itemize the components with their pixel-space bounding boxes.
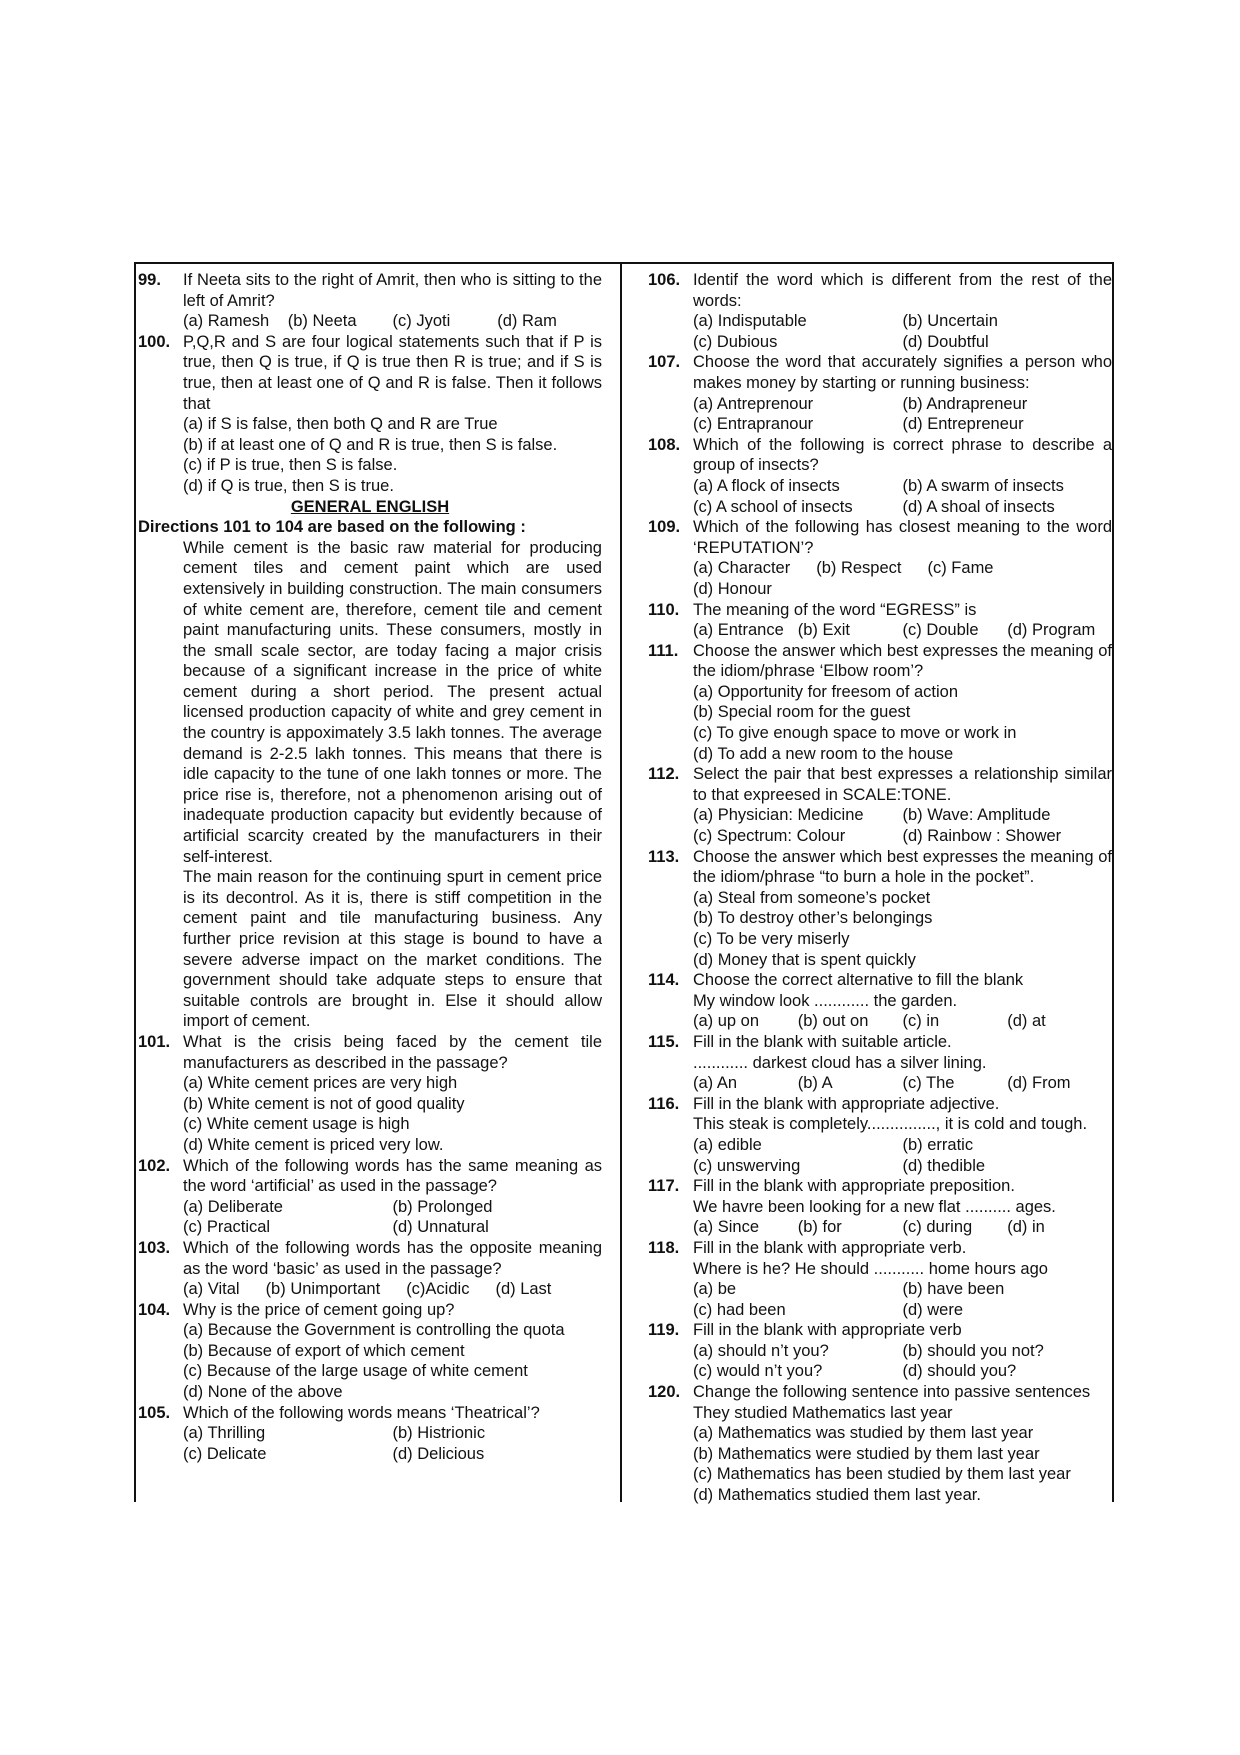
option-d: (d) should you? [902, 1362, 1017, 1381]
option-d: (d) in [1007, 1218, 1045, 1237]
question-text: Choose the correct alternative to fill the blank [693, 971, 1024, 990]
question-text: Fill in the blank with suitable article. [693, 1032, 952, 1051]
question-text: Select the pair that best expresses a relationship similar to that expreesed in SCALE:TONE. [693, 765, 1112, 804]
question-text: P,Q,R and S are four logical statements such that if P is true, then Q is true, if Q is true then R is true; and if S is true, then at least one of Q and R is false. Then it follows that [183, 332, 602, 413]
option-b: (b) To destroy other’s belongings [693, 909, 933, 928]
right-column [648, 270, 1112, 1506]
question-number: 108. [648, 435, 681, 454]
option-d: (d) From [1007, 1074, 1071, 1093]
question-99 [138, 270, 602, 332]
option-b: (b) Mathematics were studied by them last year [693, 1444, 1040, 1463]
options [693, 311, 1112, 352]
option-c: (c) Dubious [693, 332, 778, 351]
option-a: (a) Deliberate [183, 1197, 283, 1216]
option-d: (d) None of the above [183, 1383, 343, 1402]
option-b: (b) Prolonged [392, 1197, 493, 1216]
question-number: 118. [648, 1238, 680, 1257]
directions: Directions 101 to 104 are based on the following : [138, 518, 526, 537]
question-111 [648, 641, 1112, 765]
options [183, 1320, 602, 1402]
option-a: (a) An [693, 1074, 738, 1093]
option-b: (b) should you not? [902, 1341, 1044, 1360]
question-116 [648, 1094, 1112, 1176]
option-d: (d) Mathematics studied them last year. [693, 1486, 981, 1505]
question-105 [138, 1403, 602, 1465]
option-c: (c) Because of the large usage of white cement [183, 1362, 528, 1381]
option-d: (d) thedible [902, 1156, 986, 1175]
option-b: (b) out on [797, 1012, 869, 1031]
options [183, 311, 602, 332]
options [693, 805, 1112, 846]
option-d: (d) Unnatural [392, 1218, 489, 1237]
option-b: (b) for [797, 1218, 842, 1237]
question-112 [648, 764, 1112, 846]
option-c: (c) White cement usage is high [183, 1115, 410, 1134]
option-a: (a) White cement prices are very high [183, 1074, 458, 1093]
option-b: (b) Wave: Amplitude [902, 806, 1051, 825]
options [183, 1279, 602, 1300]
option-b: (b) Uncertain [902, 312, 998, 331]
question-100 [138, 332, 602, 497]
options [183, 1423, 602, 1464]
options [693, 1341, 1112, 1382]
option-d: (d) Last [495, 1280, 552, 1299]
question-number: 110. [648, 600, 680, 619]
option-c: (c) unswerving [693, 1156, 801, 1175]
question-sentence: ............ darkest cloud has a silver lining. [693, 1053, 987, 1072]
option-c: (c) Double [902, 621, 979, 640]
option-d: (d) if Q is true, then S is true. [183, 476, 394, 495]
option-b: (b) Andrapreneur [902, 394, 1028, 413]
question-number: 102. [138, 1156, 171, 1175]
question-104 [138, 1300, 602, 1403]
option-a: (a) should n’t you? [693, 1341, 829, 1360]
question-text: Change the following sentence into passive sentences [693, 1383, 1091, 1402]
question-118 [648, 1238, 1112, 1320]
column-divider [620, 262, 622, 1502]
question-110 [648, 600, 1112, 641]
passage-paragraph-1: While cement is the basic raw material for producing cement tiles and cement paint which are used extensively in building construction. The main consumers of white cement are, therefore, cement tile and cement paint manufacturing units. These consumers, mostly in the small scale sector, are today facing a major crisis because of a significant increase in the price of white cement during a short period. The present actual licensed production capacity of white and grey cement in the country is appoximately 3.5 lakh tonnes. The average demand is 2-2.5 lakh tonnes. This means that there is idle capacity to the tune of one lakh tonnes or more. The price rise is, therefore, not a phenomenon arising out of inadequate production capacity but evidently because of artificial scarcity created by the manufacturers in their self-interest. [183, 538, 602, 866]
option-c: (c) To give enough space to move or work in [693, 724, 1017, 743]
left-border [134, 262, 136, 1502]
options [693, 558, 1112, 599]
options [693, 1011, 1112, 1032]
options [693, 1279, 1112, 1320]
option-d: (d) Entrepreneur [902, 415, 1024, 434]
options [693, 394, 1112, 435]
option-a: (a) Since [693, 1218, 760, 1237]
question-109 [648, 517, 1112, 599]
question-text: Identif the word which is different from the rest of the words: [693, 271, 1112, 310]
option-c: (c) A school of insects [693, 497, 853, 516]
option-d: (d) Rainbow : Shower [902, 827, 1062, 846]
question-number: 99. [138, 271, 161, 289]
question-text: Choose the word that accurately signifies a person who makes money by starting or running business: [693, 353, 1112, 392]
question-number: 104. [138, 1300, 171, 1319]
option-a: (a) be [693, 1280, 737, 1299]
question-text: What is the crisis being faced by the cement tile manufacturers as described in the passage? [183, 1032, 602, 1072]
question-107 [648, 352, 1112, 434]
option-b: (b) Histrionic [392, 1424, 486, 1443]
question-number: 109. [648, 518, 681, 537]
option-a: (a) Vital [183, 1280, 240, 1299]
option-b: (b) White cement is not of good quality [183, 1094, 465, 1113]
question-119 [648, 1320, 1112, 1382]
question-text: Choose the answer which best expresses the meaning of the idiom/phrase ‘Elbow room’? [693, 641, 1112, 681]
option-a: (a) if S is false, then both Q and R are True [183, 415, 498, 434]
question-text: If Neeta sits to the right of Amrit, then who is sitting to the left of Amrit? [183, 271, 602, 310]
option-b: (b) Respect [816, 559, 902, 578]
question-text: The meaning of the word “EGRESS” is [693, 600, 977, 619]
question-120 [648, 1382, 1112, 1506]
question-sentence: Where is he? He should ........... home hours ago [693, 1259, 1048, 1278]
option-c: (c) during [902, 1218, 973, 1237]
question-102 [138, 1156, 602, 1238]
option-a: (a) A flock of insects [693, 476, 840, 495]
option-c: (c) Entrapranour [693, 415, 814, 434]
question-number: 113. [648, 847, 680, 866]
option-a: (a) Ramesh [183, 312, 270, 331]
option-a: (a) edible [693, 1135, 762, 1154]
question-number: 103. [138, 1238, 171, 1257]
option-c: (c) Practical [183, 1218, 271, 1237]
question-sentence: We havre been looking for a new flat .......... ages. [693, 1197, 1056, 1216]
question-number: 105. [138, 1403, 171, 1422]
top-rule [134, 262, 1114, 264]
option-c: (c) The [902, 1074, 955, 1093]
question-number: 120. [648, 1383, 681, 1402]
question-text: Why is the price of cement going up? [183, 1300, 455, 1319]
option-c: (c) if P is true, then S is false. [183, 456, 398, 475]
option-a: (a) Antreprenour [693, 394, 814, 413]
question-text: Which of the following words means ‘Theatrical’? [183, 1403, 540, 1422]
option-b: (b) Exit [797, 621, 851, 640]
option-c: (c)Acidic [406, 1280, 470, 1299]
option-b: (b) Unimportant [265, 1280, 381, 1299]
option-a: (a) Thrilling [183, 1424, 266, 1443]
option-d: (d) White cement is priced very low. [183, 1135, 444, 1154]
option-d: (d) Honour [693, 579, 772, 598]
question-number: 116. [648, 1094, 680, 1113]
options [693, 1135, 1112, 1176]
question-number: 100. [138, 332, 171, 351]
question-text: Fill in the blank with appropriate adjective. [693, 1094, 1000, 1113]
question-101 [138, 1032, 602, 1156]
question-number: 111. [648, 641, 679, 660]
option-b: (b) A [797, 1074, 833, 1093]
question-text: Which of the following is correct phrase to describe a group of insects? [693, 435, 1112, 475]
question-115 [648, 1032, 1112, 1094]
option-c: (c) in [902, 1012, 940, 1031]
option-a: (a) Because the Government is controlling the quota [183, 1321, 565, 1340]
question-text: Which of the following words has the same meaning as the word ‘artificial’ as used in the passage? [183, 1156, 602, 1196]
question-number: 117. [648, 1177, 680, 1196]
option-d: (d) at [1007, 1012, 1046, 1031]
question-number: 112. [648, 765, 680, 784]
reading-passage [138, 538, 602, 1032]
option-b: (b) erratic [902, 1135, 974, 1154]
passage-paragraph-2: The main reason for the continuing spurt in cement price is its decontrol. As it is, there is stiff competition in the cement paint and tile manufacturing business. Any further price revision at this stage is bound to have a severe adverse impact on the market conditions. The government should take adquate steps to ensure that suitable controls are brought in. Else it should allow import of cement. [183, 868, 602, 1031]
option-a: (a) up on [693, 1012, 760, 1031]
options [693, 888, 1112, 970]
options [183, 414, 602, 496]
option-c: (c) would n’t you? [693, 1362, 823, 1381]
question-text: Which of the following words has the opposite meaning as the word ‘basic’ as used in the passage? [183, 1238, 602, 1278]
right-border [1112, 262, 1114, 1502]
options [183, 1197, 602, 1238]
section-title: GENERAL ENGLISH [290, 497, 450, 516]
question-number: 106. [648, 271, 681, 289]
question-103 [138, 1238, 602, 1300]
option-d: (d) A shoal of insects [902, 497, 1055, 516]
question-114 [648, 970, 1112, 1032]
option-c: (c) Spectrum: Colour [693, 827, 846, 846]
options [183, 1073, 602, 1155]
option-d: (d) To add a new room to the house [693, 744, 954, 763]
option-c: (c) Fame [927, 559, 994, 578]
question-number: 101. [138, 1032, 171, 1051]
option-a: (a) Character [693, 559, 791, 578]
option-c: (c) Delicate [183, 1444, 267, 1463]
question-number: 119. [648, 1321, 680, 1340]
option-b: (b) Special room for the guest [693, 703, 911, 722]
option-b: (b) Because of export of which cement [183, 1341, 465, 1360]
option-a: (a) Physician: Medicine [693, 806, 864, 825]
options [693, 1217, 1112, 1238]
option-a: (a) Mathematics was studied by them last year [693, 1424, 1034, 1443]
option-a: (a) Opportunity for freesom of action [693, 682, 959, 701]
options [693, 1073, 1112, 1094]
options [693, 682, 1112, 764]
option-d: (d) Money that is spent quickly [693, 950, 916, 969]
option-c: (c) Mathematics has been studied by them last year [693, 1465, 1071, 1484]
option-c: (c) To be very miserly [693, 930, 850, 948]
question-sentence: My window look ............ the garden. [693, 991, 958, 1010]
question-108 [648, 435, 1112, 517]
option-d: (d) were [902, 1300, 964, 1319]
question-text: Fill in the blank with appropriate verb. [693, 1238, 967, 1257]
option-b: (b) have been [902, 1280, 1005, 1299]
option-d: (d) Doubtful [902, 332, 989, 351]
left-column [138, 270, 602, 1464]
option-b: (b) if at least one of Q and R is true, then S is false. [183, 435, 558, 454]
options [693, 476, 1112, 517]
question-text: Fill in the blank with appropriate verb [693, 1321, 962, 1340]
option-b: (b) Neeta [287, 312, 357, 331]
question-number: 107. [648, 353, 681, 372]
question-text: Fill in the blank with appropriate preposition. [693, 1177, 1015, 1196]
question-number: 115. [648, 1032, 680, 1051]
option-a: (a) Entrance [693, 621, 784, 640]
option-d: (d) Program [1007, 621, 1096, 640]
option-a: (a) Indisputable [693, 312, 807, 331]
option-b: (b) A swarm of insects [902, 476, 1064, 495]
question-text: Which of the following has closest meaning to the word ‘REPUTATION’? [693, 518, 1112, 557]
question-sentence: This steak is completely..............., it is cold and tough. [693, 1115, 1088, 1134]
question-106 [648, 270, 1112, 352]
options [693, 1423, 1112, 1505]
question-113 [648, 847, 1112, 971]
question-number: 114. [648, 971, 680, 990]
option-d: (d) Delicious [392, 1444, 485, 1463]
option-c: (c) Jyoti [392, 312, 451, 331]
question-sentence: They studied Mathematics last year [693, 1403, 953, 1422]
option-d: (d) Ram [497, 312, 557, 331]
option-a: (a) Steal from someone’s pocket [693, 888, 931, 907]
question-117 [648, 1176, 1112, 1238]
option-c: (c) had been [693, 1300, 786, 1319]
options [693, 620, 1112, 641]
question-text: Choose the answer which best expresses the meaning of the idiom/phrase “to burn a hole in the pocket”. [693, 847, 1112, 887]
